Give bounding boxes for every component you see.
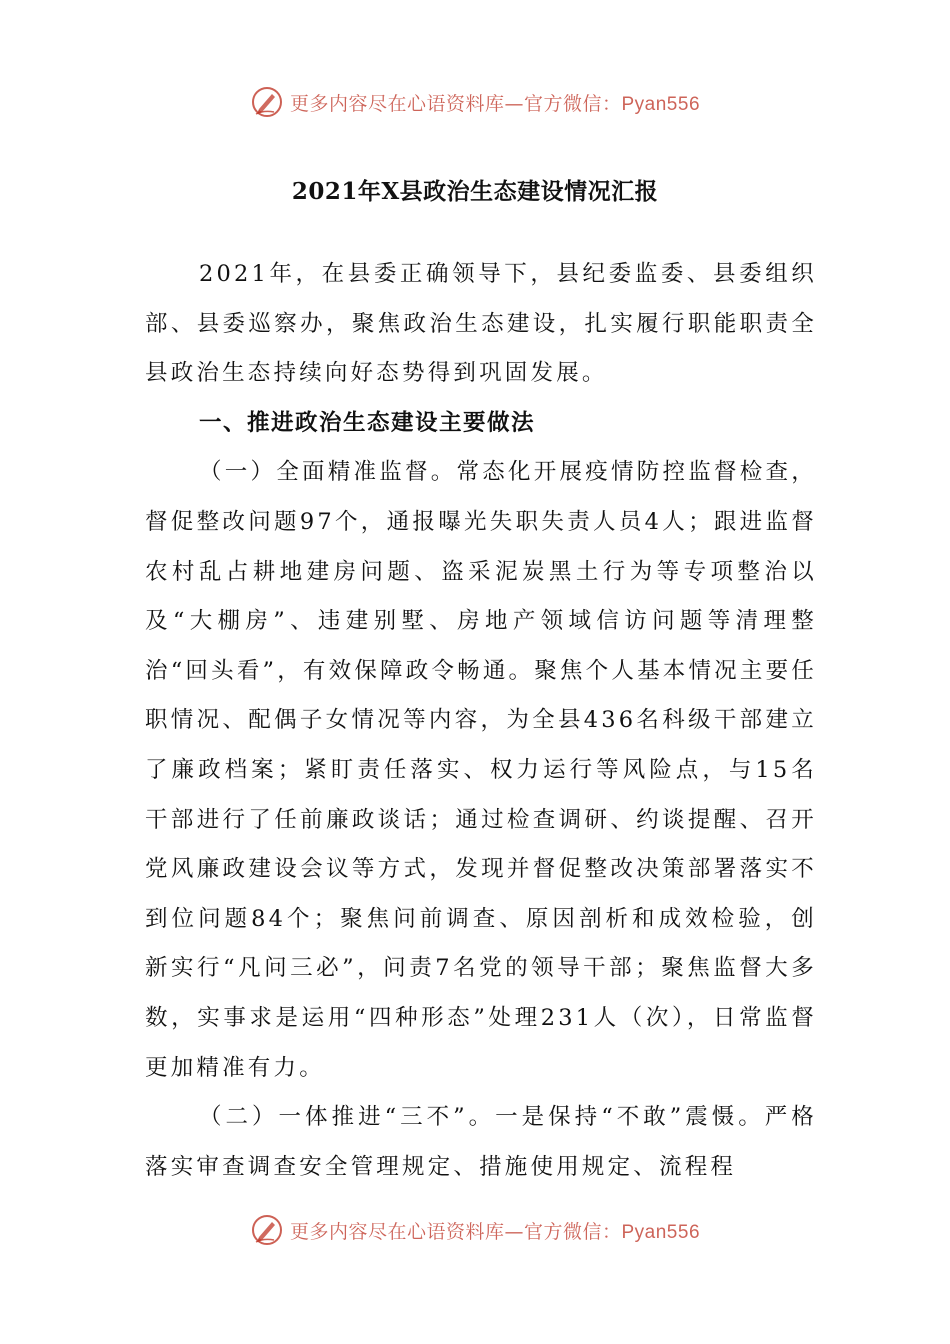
watermark-wechat-id: Pyan556 [621,1221,701,1243]
pen-logo-icon [250,1213,284,1247]
intro-paragraph: 2021年，在县委正确领导下，县纪委监委、县委组织部、县委巡察办，聚焦政治生态建设，扎实履行职能职责全县政治生态持续向好态势得到巩固发展。 [145,261,817,387]
paragraph-supervision: （一）全面精准监督。常态化开展疫情防控监督检查，督促整改问题97个，通报曝光失职失责人员4人；跟进监督农村乱占耕地建房问题、盗采泥炭黑土行为等专项整治以及“大棚房”、违建别墅、房地产领域信访问题等清理整治“回头看”，有效保障政令畅通。聚焦个人基本情况主要任职情况、配偶子女情况等内容，为全县436名科级干部建立了廉政档案；紧盯责任落实、权力运行等风险点，与15名干部进行了任前廉政谈话；通过检查调研、约谈提醒、召开党风廉政建设会议等方式，发现并督促整改决策部署落实不到位问题84个；聚焦问前调查、原因剖析和成效检验，创新实行“凡问三必”，问责7名党的领导干部；聚焦监督大多数，实事求是运用“四种形态”处理231人（次），日常监督更加精准有力。 [145,459,817,1081]
document-title: 2021年X县政治生态建设情况汇报 [291,178,659,205]
watermark-wechat-id: Pyan556 [621,93,701,115]
pen-logo-icon [250,85,284,119]
watermark-text [290,89,700,116]
watermark-text-cn: 更多内容尽在心语资料库—官方微信： [289,92,622,115]
document-body [145,250,817,1192]
watermark-footer [0,1210,950,1250]
section-heading: 一、推进政治生态建设主要做法 [199,409,536,436]
watermark-text-cn: 更多内容尽在心语资料库—官方微信： [289,1220,622,1243]
paragraph-three-nos: （二）一体推进“三不”。一是保持“不敢”震慑。严格落实审查调查安全管理规定、措施使用规定、流程程 [145,1104,817,1180]
watermark-text [290,1217,700,1244]
watermark-header [0,82,950,122]
